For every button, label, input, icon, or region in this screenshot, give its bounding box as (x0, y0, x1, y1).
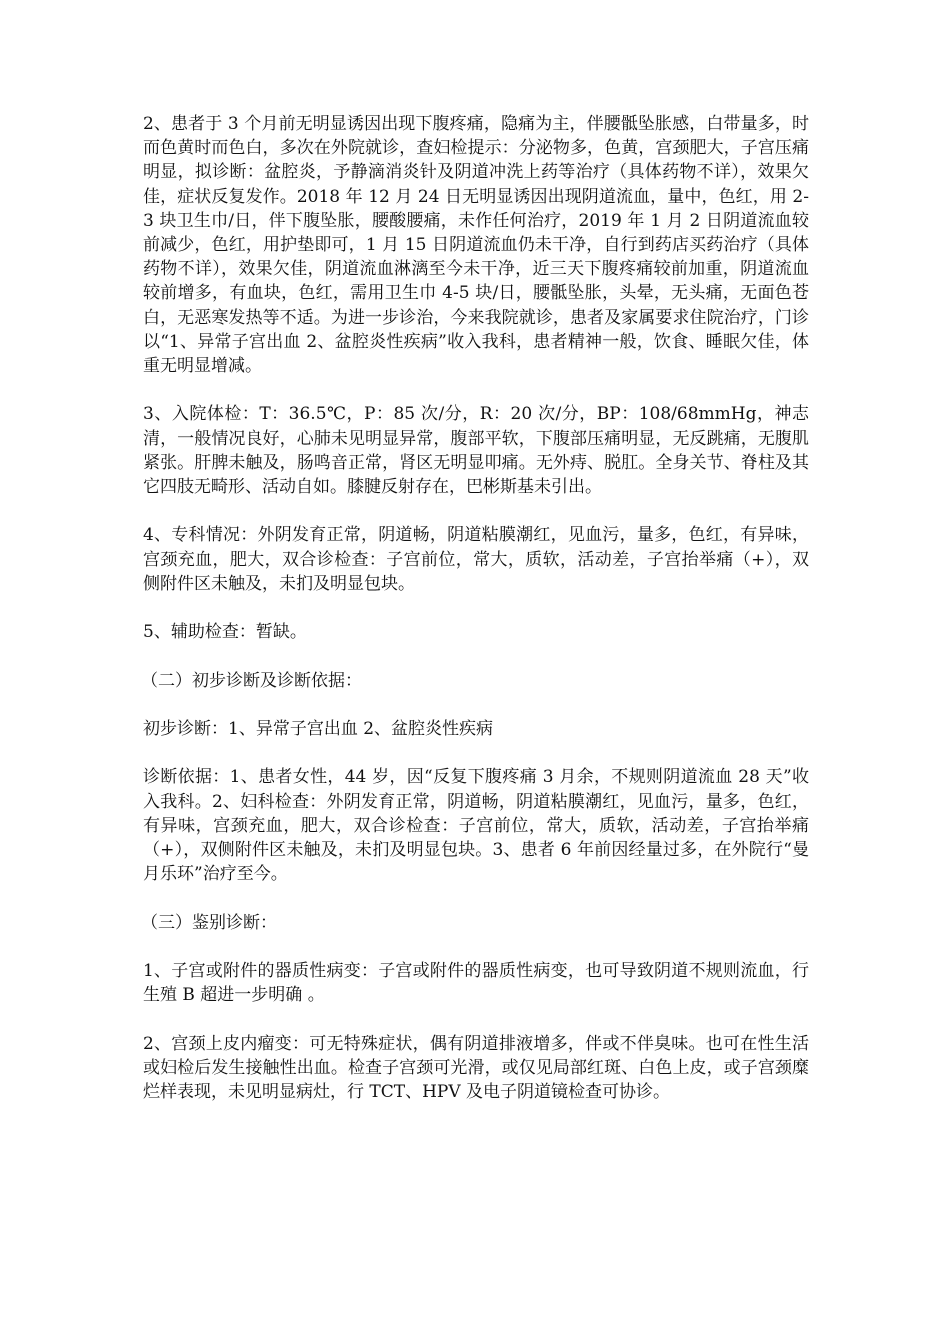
section-heading-preliminary-diagnosis: （二）初步诊断及诊断依据： (141, 670, 362, 691)
auxiliary-exam-paragraph: 5、辅助检查：暂缺。 (143, 622, 307, 643)
physical-exam-paragraph: 3、入院体检：T：36.5℃，P：85 次/分，R：20 次/分，BP：108/68mmHg，神志清，一般情况良好，心肺未见明显异常，腹部平软，下腹部压痛明显，无反跳痛，无腹肌紧张。肝脾未触及，肠鸣音正常，肾区无明显叩痛。无外痔、脱肛。全身关节、脊柱及其它四肢无畸形、活动自如。膝腱反射存在，巴彬斯基未引出。 (143, 404, 809, 498)
specialty-exam-paragraph: 4、专科情况：外阴发育正常，阴道畅，阴道粘膜潮红，见血污，量多，色红，有异味，宫颈充血，肥大，双合诊检查：子宫前位，常大，质软，活动差，子宫抬举痛（+），双侧附件区未触及，未扪及明显包块。 (143, 525, 809, 594)
preliminary-diagnosis-paragraph: 初步诊断：1、异常子宫出血 2、盆腔炎性疾病 (143, 719, 494, 739)
differential-item-2: 2、宫颈上皮内瘤变：可无特殊症状，偶有阴道排液增多，伴或不伴臭味。也可在性生活或妇检后发生接触性出血。检查子宫颈可光滑，或仅见局部红斑、白色上皮，或子宫颈糜烂样表现，未见明显病灶，行 TCT、HPV 及电子阴道镜检查可协诊。 (143, 1033, 809, 1102)
history-paragraph: 2、患者于 3 个月前无明显诱因出现下腹疼痛，隐痛为主，伴腰骶坠胀感，白带量多，时而色黄时而色白，多次在外院就诊，查妇检提示：分泌物多，色黄，宫颈肥大，子宫压痛明显，拟诊断：盆腔炎，予静滴消炎针及阴道冲洗上药等治疗（具体药物不详），效果欠佳，症状反复发作。2018 年 12 月 24 日无明显诱因出现阴道流血，量中，色红，用 2-3 块卫生巾/日，伴下腹坠胀，腰酸腰痛，未作任何治疗，2019 年 1 月 2 日阴道流血较前减少，色红，用护垫即可，1 月 15 日阴道流血仍未干净，自行到药店买药治疗（具体药物不详），效果欠佳，阴道流血淋漓至今未干净，近三天下腹疼痛较前加重，阴道流血较前增多，有血块，色红，需用卫生巾 4-5 块/日，腰骶坠胀，头晕，无头痛，无面色苍白，无恶寒发热等不适。为进一步诊治，今来我院就诊，患者及家属要求住院治疗，门诊以“1、异常子宫出血 2、盆腔炎性疾病”收入我科，患者精神一般，饮食、睡眠欠佳，体重无明显增减。 (143, 114, 809, 377)
section-heading-differential-diagnosis: （三）鉴别诊断： (141, 912, 277, 933)
differential-item-1: 1、子宫或附件的器质性病变：子宫或附件的器质性病变，也可导致阴道不规则流血，行生殖 B 超进一步明确 。 (143, 960, 809, 1006)
diagnosis-basis-paragraph: 诊断依据：1、患者女性，44 岁，因“反复下腹疼痛 3 月余，不规则阴道流血 28 天”收入我科。2、妇科检查：外阴发育正常，阴道畅，阴道粘膜潮红，见血污，量多，色红，有异味，宫颈充血，肥大，双合诊检查：子宫前位，常大，质软，活动差，子宫抬举痛（+），双侧附件区未触及，未扪及明显包块。3、患者 6 年前因经量过多，在外院行“曼月乐环”治疗至今。 (143, 767, 809, 885)
document-page (143, 112, 809, 1128)
